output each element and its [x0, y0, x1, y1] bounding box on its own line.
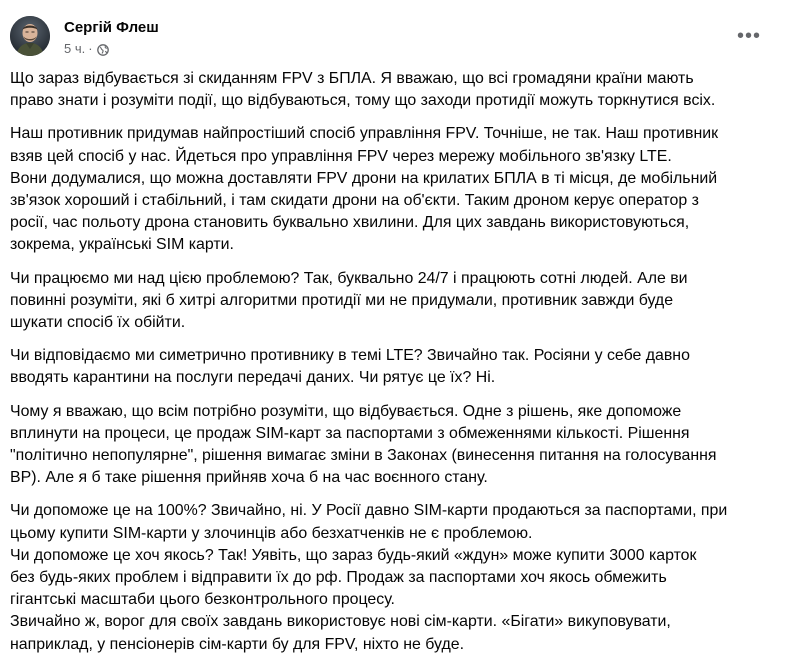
post-text-line: Звичайно ж, ворог для своїх завдань використовує нові сім-карти. «Бігати» викуповувати,: [10, 613, 671, 631]
post-text-line: Чому я вважаю, що всім потрібно розуміти, що відбувається. Одне з рішень, яке допоможе: [10, 402, 682, 420]
post-timestamp[interactable]: 5 ч.: [64, 41, 86, 56]
post-text-line: Чи відповідаємо ми симетрично противнику в темі LTE? Звичайно так. Росіяни у себе давно: [10, 347, 690, 365]
more-horizontal-icon: •••: [736, 25, 761, 47]
post-text-line: вводять карантини на послуги передачі даних. Чи рятує це їх? Ні.: [10, 369, 496, 387]
post-paragraph: [10, 68, 780, 112]
post-text-line: Чи допоможе це на 100%? Звичайно, ні. У Росії давно SIM-карти продаються за паспортами, при: [10, 502, 728, 520]
meta-separator: ·: [88, 41, 93, 56]
post-text-line: ВР). Але я б таке рішення прийняв хоча б на час воєнного стану.: [10, 469, 488, 487]
author-name[interactable]: Сергій Флеш: [64, 19, 159, 36]
post-paragraph: [10, 500, 780, 655]
post-paragraph: [10, 123, 780, 256]
post-paragraph: [10, 345, 780, 389]
post-text-line: Вони додумалися, що можна доставляти FPV дрони на крилатих БПЛА в ті місця, де мобільний: [10, 169, 718, 187]
post-text-line: росії, час польоту дрона становить буквально хвилини. Для цих завдань використовуються,: [10, 214, 690, 232]
post-text-line: зокрема, українські SIM карти.: [10, 236, 234, 254]
avatar-image: [10, 16, 50, 56]
post-text-line: без будь-яких проблем і відправити їх до рф. Продаж за паспортами хоч якось обмежить: [10, 569, 667, 587]
globe-icon[interactable]: [97, 43, 109, 55]
post-text-line: Чи працюємо ми над цією проблемою? Так, буквально 24/7 і працюють сотні людей. Але ви: [10, 269, 688, 287]
post-text-line: Що зараз відбувається зі скиданням FPV з БПЛА. Я вважаю, що всі громадяни країни мають: [10, 70, 694, 87]
post-text: [10, 68, 780, 667]
post-meta: [64, 40, 109, 58]
post-text-line: Наш противник придумав найпростіший спосіб управління FPV. Точніше, не так. Наш противник: [10, 125, 719, 143]
post-text-line: гігантські масштаби цього безконтрольного процесу.: [10, 591, 395, 609]
more-options-button[interactable]: [731, 24, 767, 48]
post-text-line: наприклад, у пенсіонерів сім-карти бу для FPV, ніхто не буде.: [10, 635, 464, 653]
post-header: [0, 0, 785, 64]
author-avatar[interactable]: [10, 16, 50, 56]
post-paragraph: [10, 401, 780, 490]
post-text-line: шукати спосіб їх обійти.: [10, 314, 186, 332]
post-text-line: "політично непопулярне", рішення вимагає зміни в Законах (винесення питання на голосування: [10, 447, 717, 465]
post-text-line: зв'язок хороший і стабільний, і там скидати дрони на об'єкти. Таким дроном керує оператор з: [10, 192, 699, 210]
post-text-line: право знати і розуміти події, що відбуваються, тому що заходи протидії можуть торкнутися всіх.: [10, 92, 716, 110]
post-text-line: цьому купити SIM-карти у злочинців або безхатченків не є проблемою.: [10, 524, 533, 542]
post-paragraph: [10, 268, 780, 335]
post-text-line: Чи допоможе це хоч якось? Так! Уявіть, що зараз будь-який «ждун» може купити 3000 карток: [10, 546, 697, 564]
post-text-line: вплинути на процеси, це продаж SIM-карт за паспортами з обмеженнями кількості. Рішення: [10, 424, 690, 442]
post-text-line: взяв цей спосіб у нас. Йдеться про управління FPV через мережу мобільного зв'язку LTE.: [10, 147, 672, 165]
post-text-line: повинні розуміти, які б хитрі алгоритми протидії ми не придумали, противник завжди буде: [10, 291, 674, 309]
